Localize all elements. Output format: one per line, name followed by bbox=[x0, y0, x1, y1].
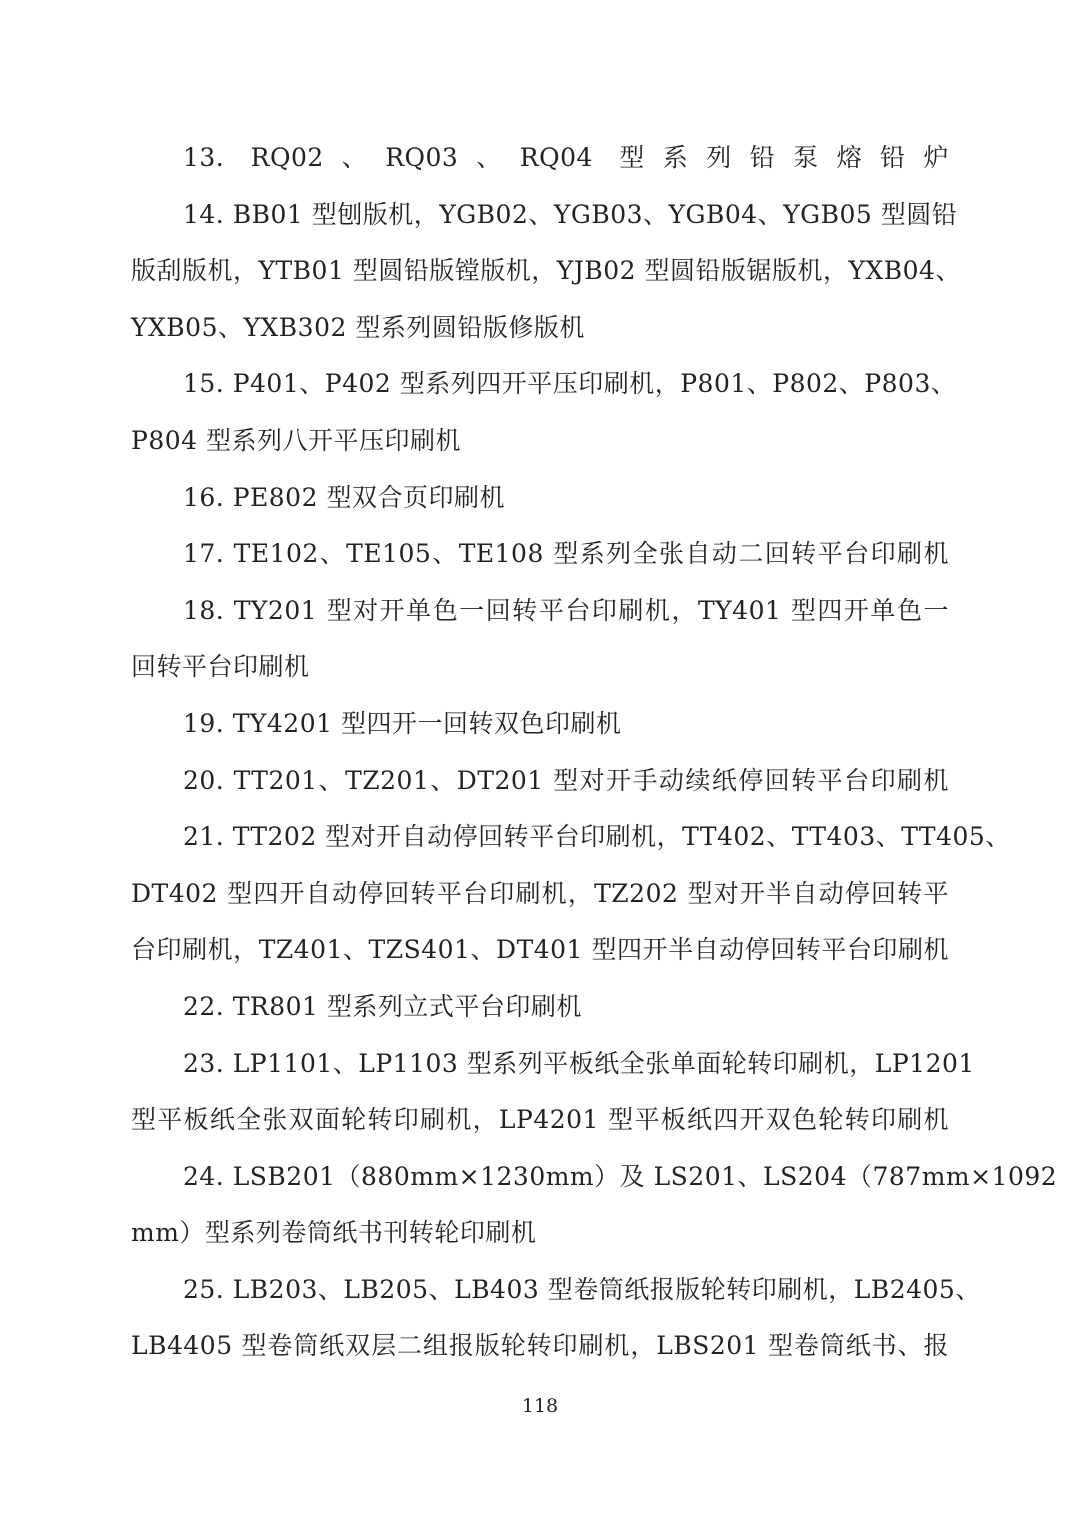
list-item-23-cont: 型平板纸全张双面轮转印刷机，LP4201 型平板纸四开双色轮转印刷机 bbox=[131, 1105, 949, 1135]
list-item-14-cont: YXB05、YXB302 型系列圆铅版修版机 bbox=[131, 312, 585, 342]
equipment-list bbox=[131, 130, 1058, 1375]
page-number: 118 bbox=[521, 1395, 559, 1417]
list-item-25-cont: LB4405 型卷筒纸双层二组报版轮转印刷机，LBS201 型卷筒纸书、报 bbox=[131, 1331, 949, 1361]
list-item-24: 24. LSB201（880mm×1230mm）及 LS201、LS204（787mm×1092 bbox=[183, 1161, 1058, 1191]
list-item-18: 18. TY201 型对开单色一回转平台印刷机，TY401 型四开单色一 bbox=[183, 595, 949, 625]
list-item-19: 19. TY4201 型四开一回转双色印刷机 bbox=[183, 708, 622, 738]
list-item-14: 14. BB01 型刨版机，YGB02、YGB03、YGB04、YGB05 型圆铅 bbox=[183, 199, 958, 229]
list-item-16: 16. PE802 型双合页印刷机 bbox=[183, 482, 505, 512]
list-item-21-cont: DT402 型四开自动停回转平台印刷机，TZ202 型对开半自动停回转平 bbox=[131, 878, 949, 908]
list-item-17: 17. TE102、TE105、TE108 型系列全张自动二回转平台印刷机 bbox=[183, 539, 949, 569]
list-item-15-cont: P804 型系列八开平压印刷机 bbox=[131, 425, 461, 455]
list-item-25: 25. LB203、LB205、LB403 型卷筒纸报版轮转印刷机，LB2405、 bbox=[183, 1274, 981, 1304]
list-item-20: 20. TT201、TZ201、DT201 型对开手动续纸停回转平台印刷机 bbox=[183, 765, 949, 795]
list-item-21-cont: 台印刷机，TZ401、TZS401、DT401 型四开半自动停回转平台印刷机 bbox=[131, 935, 949, 965]
list-item-13: 13. RQ02、RQ03、RQ04 型系列铅泵熔铅炉 bbox=[183, 143, 949, 172]
list-item-15: 15. P401、P402 型系列四开平压印刷机，P801、P802、P803、 bbox=[183, 369, 957, 399]
list-item-24-cont: mm）型系列卷筒纸书刊转轮印刷机 bbox=[131, 1218, 537, 1248]
list-item-23: 23. LP1101、LP1103 型系列平板纸全张单面轮转印刷机，LP1201 bbox=[183, 1048, 975, 1078]
list-item-22: 22. TR801 型系列立式平台印刷机 bbox=[183, 991, 582, 1021]
list-item-21: 21. TT202 型对开自动停回转平台印刷机，TT402、TT403、TT405、 bbox=[183, 822, 1011, 852]
list-item-14-cont: 版刮版机，YTB01 型圆铅版镗版机，YJB02 型圆铅版锯版机，YXB04、 bbox=[131, 256, 961, 286]
list-item-18-cont: 回转平台印刷机 bbox=[131, 652, 310, 682]
